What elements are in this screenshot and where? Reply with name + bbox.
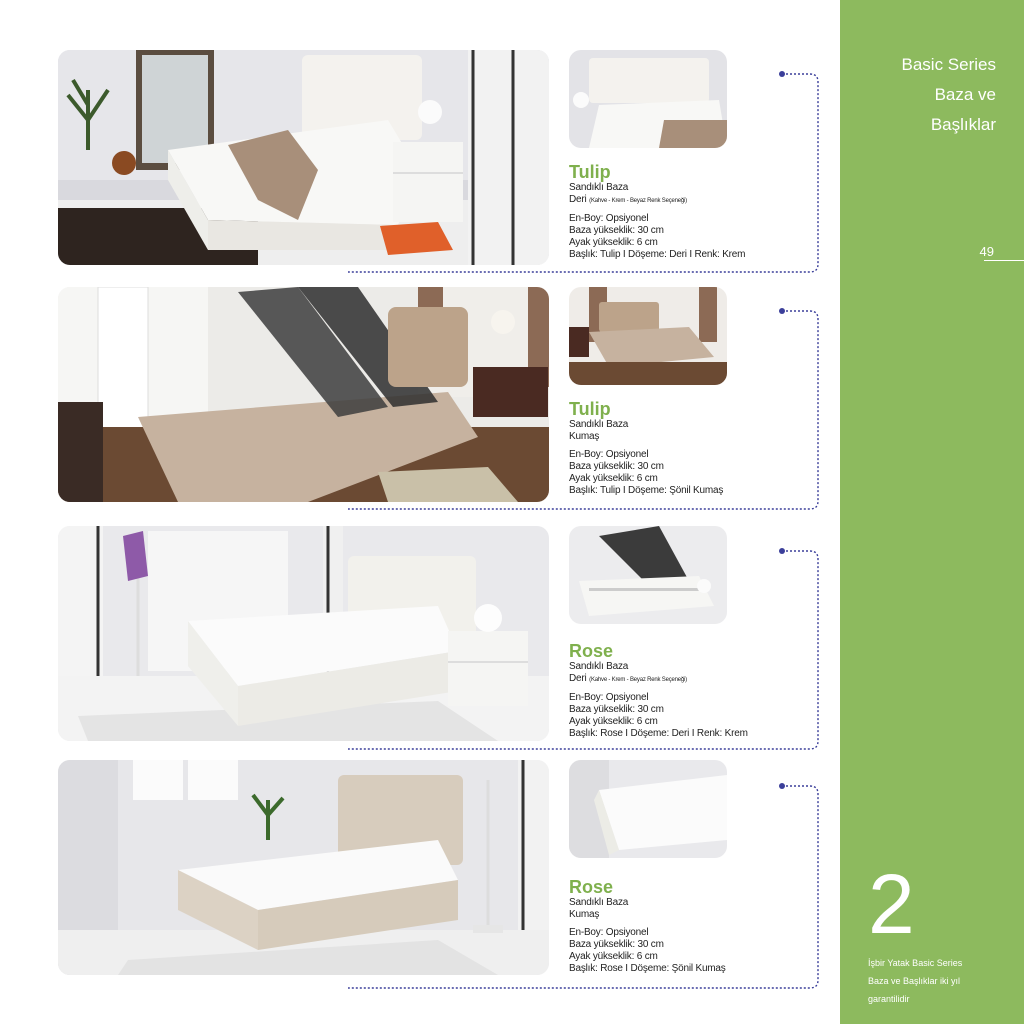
warranty-note xyxy=(868,954,998,1008)
product-material: Kumaş xyxy=(569,431,600,442)
sidebar-panel xyxy=(840,0,1024,1024)
page-number: 49 xyxy=(979,244,994,259)
product-size: En-Boy: Opsiyonel xyxy=(569,692,649,703)
product-headboard: Başlık: Rose I Döşeme: Deri I Renk: Krem xyxy=(569,728,748,739)
product-leg-height: Ayak yükseklik: 6 cm xyxy=(569,473,658,484)
dotted-connector xyxy=(340,778,822,992)
product-name: Tulip xyxy=(569,162,611,182)
series-title xyxy=(902,50,996,140)
series-title-line2: Baza ve xyxy=(934,85,996,104)
product-headboard: Başlık: Tulip I Döşeme: Deri I Renk: Krem xyxy=(569,249,746,260)
product-headboard: Başlık: Tulip I Döşeme: Şönil Kumaş xyxy=(569,485,724,496)
product-base-height: Baza yükseklik: 30 cm xyxy=(569,939,664,950)
product-leg-height: Ayak yükseklik: 6 cm xyxy=(569,951,658,962)
product-material-note: (Kahve - Krem - Beyaz Renk Seçeneği) xyxy=(589,198,687,204)
product-material: Deri xyxy=(569,673,587,684)
warranty-years-number: 2 xyxy=(868,857,915,951)
warranty-note-line2: Baza ve Başlıklar iki yıl xyxy=(868,976,961,986)
page-number-underline xyxy=(984,260,1024,261)
product-name: Tulip xyxy=(569,399,611,419)
product-material: Deri xyxy=(569,194,587,205)
dotted-connector xyxy=(340,303,822,513)
product-leg-height: Ayak yükseklik: 6 cm xyxy=(569,237,658,248)
product-material: Kumaş xyxy=(569,909,600,920)
product-size: En-Boy: Opsiyonel xyxy=(569,927,649,938)
product-base-height: Baza yükseklik: 30 cm xyxy=(569,461,664,472)
product-material-note: (Kahve - Krem - Beyaz Renk Seçeneği) xyxy=(589,677,687,683)
product-base-height: Baza yükseklik: 30 cm xyxy=(569,225,664,236)
product-headboard: Başlık: Rose I Döşeme: Şönil Kumaş xyxy=(569,963,726,974)
warranty-note-line1: İşbir Yatak Basic Series xyxy=(868,958,963,968)
product-type: Sandıklı Baza xyxy=(569,419,629,430)
warranty-note-line3: garantilidir xyxy=(868,994,910,1004)
product-type: Sandıklı Baza xyxy=(569,661,629,672)
product-type: Sandıklı Baza xyxy=(569,897,629,908)
series-title-line1: Basic Series xyxy=(901,55,996,74)
product-name: Rose xyxy=(569,877,614,897)
product-leg-height: Ayak yükseklik: 6 cm xyxy=(569,716,658,727)
series-title-line3: Başlıklar xyxy=(930,115,996,134)
product-name: Rose xyxy=(569,641,614,661)
dotted-connector xyxy=(340,66,822,276)
product-size: En-Boy: Opsiyonel xyxy=(569,213,649,224)
product-type: Sandıklı Baza xyxy=(569,182,629,193)
product-base-height: Baza yükseklik: 30 cm xyxy=(569,704,664,715)
dotted-connector xyxy=(340,543,822,753)
product-size: En-Boy: Opsiyonel xyxy=(569,449,649,460)
